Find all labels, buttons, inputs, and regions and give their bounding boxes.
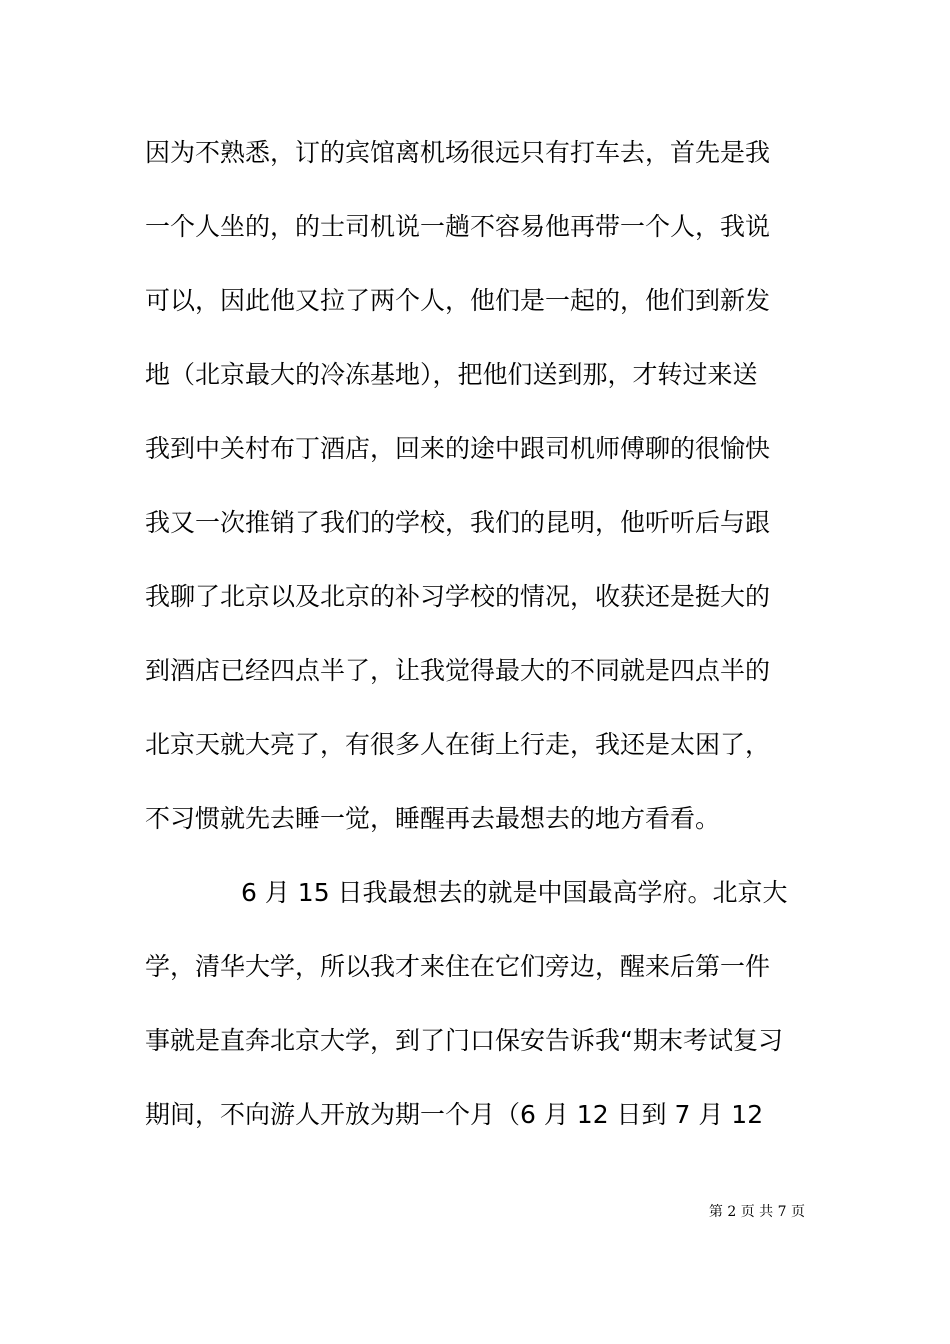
text-line: 北京天就大亮了，有很多人在街上行走，我还是太困了， (145, 730, 771, 759)
text-line: 我又一次推销了我们的学校，我们的昆明，他听听后与跟 (145, 508, 771, 537)
body-text (145, 126, 815, 1162)
text-line: 地（北京最大的冷冻基地），把他们送到那，才转过来送 (145, 360, 758, 389)
text-line: 事就是直奔北京大学，到了门口保安告诉我“期末考试复习 (145, 1026, 783, 1055)
page-number-footer: 第 2 页 共 7 页 (708, 1204, 805, 1220)
text-line: 一个人坐的，的士司机说一趟不容易他再带一个人，我说 (145, 212, 771, 241)
paragraph-start-line: 6 月 15 日我最想去的就是中国最高学府。北京大 (241, 878, 788, 907)
text-line: 可以，因此他又拉了两个人，他们是一起的，他们到新发 (145, 286, 771, 315)
text-line: 我到中关村布丁酒店，回来的途中跟司机师傅聊的很愉快 (145, 434, 771, 463)
text-line: 学，清华大学，所以我才来住在它们旁边，醒来后第一件 (145, 952, 771, 981)
text-line: 到酒店已经四点半了，让我觉得最大的不同就是四点半的 (145, 656, 771, 685)
text-line: 因为不熟悉，订的宾馆离机场很远只有打车去，首先是我 (145, 138, 771, 167)
text-line: 我聊了北京以及北京的补习学校的情况，收获还是挺大的 (145, 582, 771, 611)
text-line: 期间，不向游人开放为期一个月（6 月 12 日到 7 月 12 (145, 1100, 764, 1129)
text-line: 不习惯就先去睡一觉，睡醒再去最想去的地方看看。 (145, 804, 721, 833)
